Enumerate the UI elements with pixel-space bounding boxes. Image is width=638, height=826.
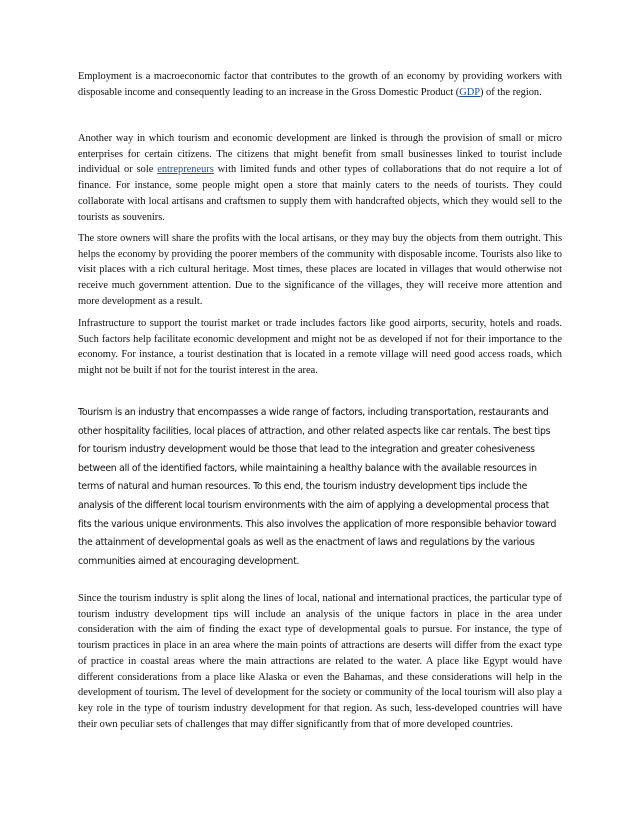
- paragraph-employment: [78, 69, 562, 100]
- paragraph-small-enterprises: [78, 131, 562, 225]
- paragraph-text: with limited funds and other types of collaborations that do not require a lot of finance. For instance, some people might open a store that mainly caters to the needs of tourists. They could collaborate with local artisans and craftsmen to supply them with handcrafted objects, which they would sell to the tourists as souvenirs.: [78, 164, 562, 223]
- paragraph-infrastructure: Infrastructure to support the tourist market or trade includes factors like good airports, security, hotels and roads. Such factors help facilitate economic development and might not be as developed if not for their importance to the economy. For instance, a tourist destination that is located in a remote village will need good access roads, which might not be built if not for the tourist interest in the area.: [78, 318, 562, 377]
- paragraph-text: Employment is a macroeconomic factor that contributes to the growth of an economy by providing workers with disposable income and consequently leading to an increase in the Gross Domestic Product (: [78, 71, 562, 98]
- paragraph-tourism-split: Since the tourism industry is split along the lines of local, national and international practices, the particular type of tourism industry development tips will include an analysis of the unique factors in place in the area under consideration with the aim of finding the exact type of developmental goals to pursue. For instance, the type of tourism practices in place in an area where the main points of attractions are deserts will differ from the exact type of practice in coastal areas where the main attractions are related to the water. A place like Egypt would have different considerations from a place like Alaska or even the Bahamas, and these considerations will help in the development of tourism. The level of development for the society or community of the local tourism will also play a key role in the type of tourism industry development for that region. As such, less-developed countries will have their own peculiar sets of challenges that may differ significantly from that of more developed countries.: [78, 593, 562, 730]
- paragraph-text: ) of the region.: [479, 86, 542, 98]
- paragraph-text: Another way in which tourism and economic development are linked is through the provision of small or micro enterprises for certain citizens. The citizens that might benefit from small businesses linked to tourist include individual or sole: [78, 133, 562, 176]
- entrepreneurs-link[interactable]: entrepreneurs: [157, 164, 214, 176]
- gdp-link[interactable]: GDP: [459, 86, 480, 98]
- paragraph-tourism-industry: Tourism is an industry that encompasses a wide range of factors, including transportation, restaurants and other hospitality facilities, local places of attraction, and other related aspects like car rentals. The best tips for tourism industry development would be those that lead to the integration and greater cohesiveness between all of the identified factors, while maintaining a healthy balance with the available resources in terms of natural and human resources. To this end, the tourism industry development tips include the analysis of the different local tourism environments with the aim of applying a developmental process that fits the various unique environments. This also involves the application of more responsible behavior toward the attainment of developmental goals as well as the enactment of laws and regulations by the various communities aimed at encouraging development.: [78, 407, 557, 567]
- paragraph-store-owners: The store owners will share the profits with the local artisans, or they may buy the objects from them outright. This helps the economy by providing the poorer members of the community with disposable income. Tourists also like to visit places with a rich cultural heritage. Most times, these places are located in villages that would otherwise not receive much government attention. Due to the significance of the villages, they will receive more attention and more development as a result.: [78, 233, 562, 307]
